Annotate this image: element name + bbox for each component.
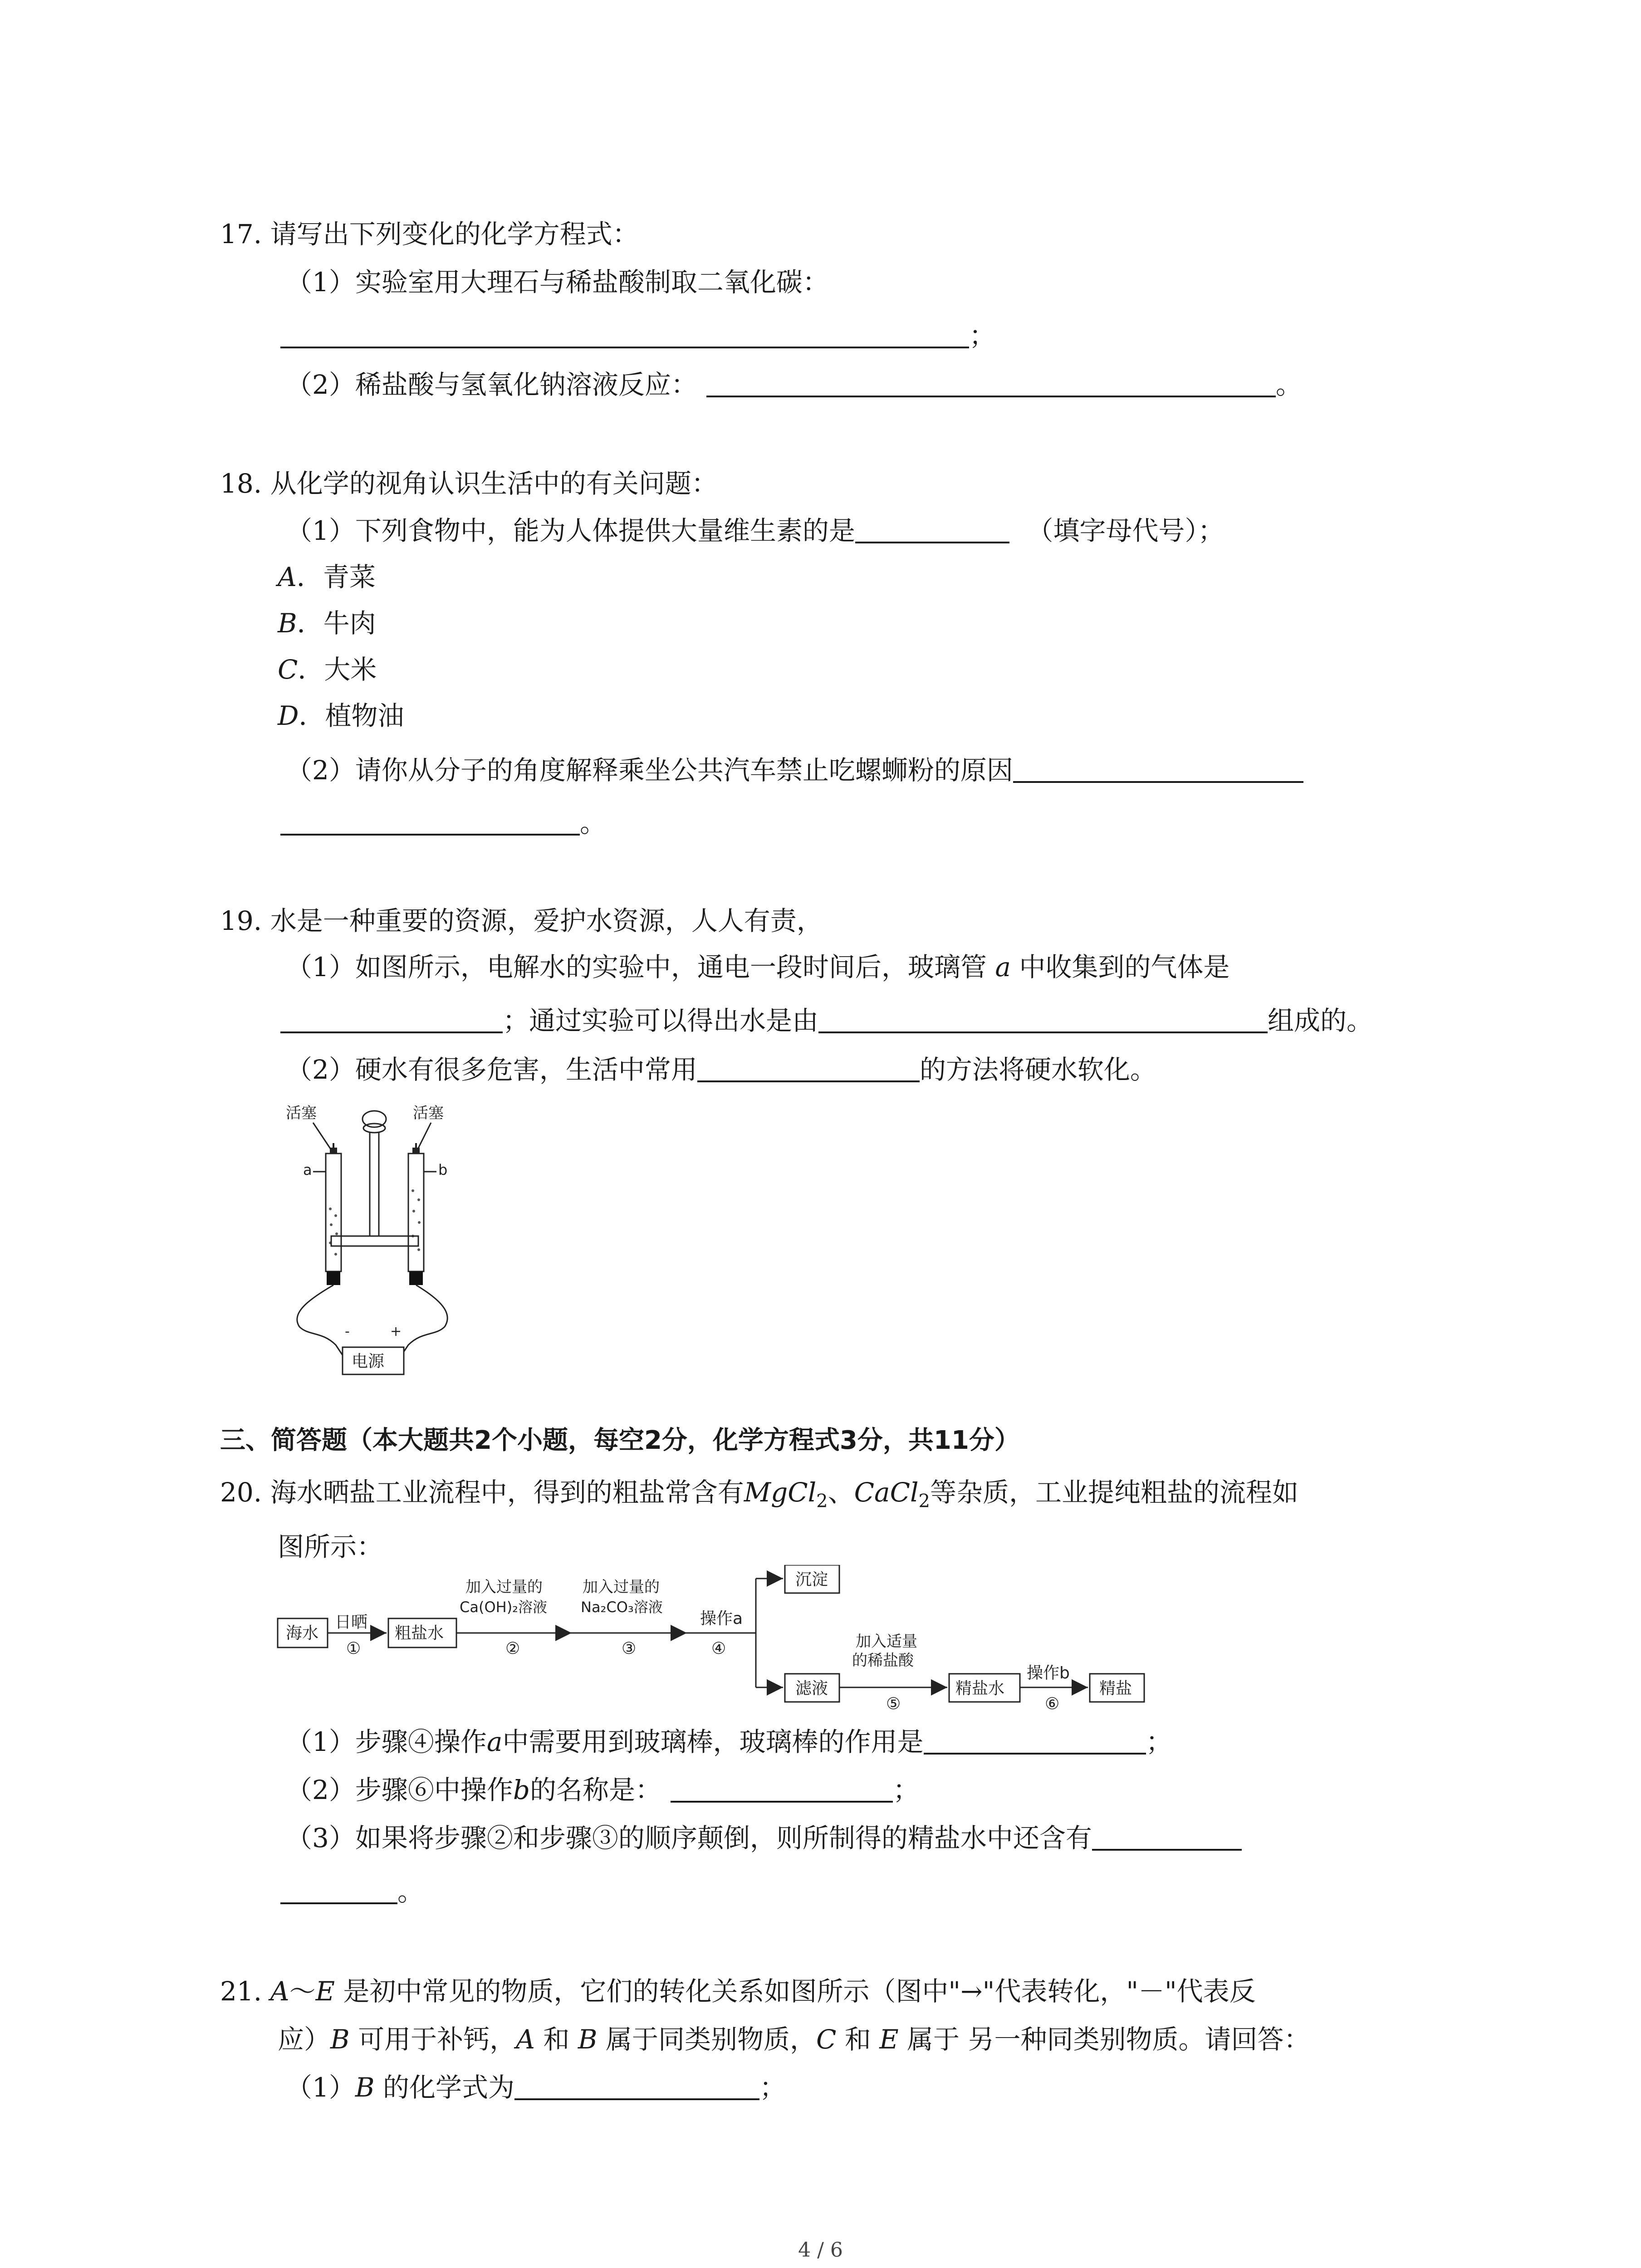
label-add-dilute-hcl: 加入适量 <box>856 1633 917 1651</box>
label-caoh2-solution: Ca(OH)₂溶液 <box>460 1598 548 1616</box>
node-seawater: 海水 <box>286 1624 319 1642</box>
answer-blank[interactable] <box>706 367 1276 397</box>
q18-part2: （2）请你从分子的角度解释乘坐公共汽车禁止吃螺蛳粉的原因 <box>286 752 1303 788</box>
tube-a-label: a <box>303 1161 312 1178</box>
q20-stem-continue: 图所示： <box>278 1531 383 1562</box>
q17-stem <box>220 216 639 252</box>
q20-part3-continue: 。 <box>280 1873 424 1910</box>
answer-blank[interactable] <box>924 1725 1146 1755</box>
stopper-left-label: 活塞 <box>286 1104 317 1122</box>
node-precipitate: 沉淀 <box>795 1570 828 1589</box>
node-filtrate: 滤液 <box>795 1679 828 1698</box>
q20-part1: （1）步骤④操作a中需要用到玻璃棒，玻璃棒的作用是 ； <box>286 1724 1172 1760</box>
power-supply-label: 电源 <box>352 1352 385 1371</box>
label-na2co3-solution: Na₂CO₃溶液 <box>581 1598 663 1616</box>
minus-sign: - <box>345 1324 350 1339</box>
q19-number: 19. <box>220 905 262 936</box>
q21-part1: （1）B 的化学式为 ； <box>286 2069 786 2106</box>
label-add-excess-caoh2: 加入过量的 <box>465 1578 543 1596</box>
q18-number: 18. <box>220 468 262 499</box>
q17-part1-answer: ； <box>280 318 995 354</box>
answer-blank[interactable] <box>818 1003 1268 1033</box>
q18-option-b: B．牛肉 <box>278 608 376 639</box>
answer-blank[interactable] <box>1092 1821 1242 1851</box>
q19-stem: 19. 水是一种重要的资源，爱护水资源，人人有责， <box>220 905 823 936</box>
label-sun-dry: 日晒 <box>335 1613 368 1632</box>
q19-part1: （1）如图所示，电解水的实验中，通电一段时间后，玻璃管 a 中收集到的气体是 <box>286 952 1230 982</box>
q19-part2: （2）硬水有很多危害，生活中常用 的方法将硬水软化。 <box>286 1051 1156 1088</box>
node-crude-brine: 粗盐水 <box>395 1624 444 1642</box>
label-operation-b: 操作b <box>1027 1664 1070 1682</box>
q18-option-a: A．青菜 <box>278 562 376 592</box>
q18-part1: （1）下列食物中，能为人体提供大量维生素的是 （填字母代号）； <box>286 513 1224 549</box>
q20-part2: （2）步骤⑥中操作b的名称是： ； <box>286 1772 919 1808</box>
q20-stem: 20. 海水晒盐工业流程中，得到的粗盐常含有MgCl$_2$、CaCl$_2$等杂质，工业提纯粗盐的流程如 <box>220 1477 1298 1512</box>
section-3-title: 三、简答题（本大题共2个小题，每空2分，化学方程式3分，共11分） <box>220 1426 1020 1455</box>
answer-blank[interactable] <box>280 318 969 348</box>
answer-blank[interactable] <box>855 513 1009 543</box>
step-1: ① <box>346 1639 361 1658</box>
answer-blank[interactable] <box>697 1052 920 1082</box>
q18-option-c: C．大米 <box>278 654 377 685</box>
electrolysis-apparatus-figure <box>281 1100 490 1381</box>
stopper-right-label: 活塞 <box>413 1104 444 1122</box>
plus-sign: + <box>390 1324 402 1339</box>
step-2: ② <box>505 1639 520 1658</box>
step-4: ④ <box>711 1639 726 1658</box>
tube-b-label: b <box>438 1161 448 1178</box>
q17-stem-text: 请写出下列变化的化学方程式： <box>270 219 639 249</box>
q21-line1: 21. A～E 是初中常见的物质，它们的转化关系如图所示（图中"→"代表转化，"－"代表反 <box>220 1976 1256 2007</box>
step-6: ⑥ <box>1045 1695 1060 1713</box>
answer-blank[interactable] <box>280 806 580 836</box>
page-number: 4 / 6 <box>798 2239 843 2262</box>
label-add-excess-na2co3: 加入过量的 <box>583 1578 660 1596</box>
q17-number: 17. <box>220 219 262 249</box>
q21-number: 21. <box>220 1976 262 2007</box>
label-operation-a: 操作a <box>700 1609 743 1628</box>
q18-option-d: D．植物油 <box>278 700 404 731</box>
q18-part2-continue: 。 <box>280 805 606 841</box>
q18-stem: 18. 从化学的视角认识生活中的有关问题： <box>220 468 718 499</box>
step-5: ⑤ <box>886 1695 901 1713</box>
answer-blank[interactable] <box>671 1773 893 1803</box>
q17-part2: （2）稀盐酸与氢氧化钠溶液反应： 。 <box>286 367 1302 403</box>
step-3: ③ <box>622 1639 637 1658</box>
answer-blank[interactable] <box>514 2070 759 2100</box>
q21-line2: 应）B 可用于补钙，A 和 B 属于同类别物质，C 和 E 属于 另一种同类别物质。请回答： <box>278 2024 1310 2055</box>
q17-part1: （1）实验室用大理石与稀盐酸制取二氧化碳： <box>286 267 829 298</box>
node-fine-salt: 精盐 <box>1099 1679 1132 1698</box>
q19-part1-answers: ；通过实验可以得出水是由 组成的。 <box>280 1002 1373 1039</box>
answer-blank[interactable] <box>280 1003 503 1033</box>
q20-part3: （3）如果将步骤②和步骤③的顺序颠倒，则所制得的精盐水中还含有 <box>286 1820 1242 1856</box>
answer-blank[interactable] <box>280 1874 397 1904</box>
answer-blank[interactable] <box>1013 753 1303 783</box>
label-dilute-hcl: 的稀盐酸 <box>852 1652 914 1670</box>
q20-number: 20. <box>220 1477 262 1508</box>
node-fine-brine: 精盐水 <box>955 1679 1005 1698</box>
salt-purification-flowchart <box>276 1565 1151 1715</box>
